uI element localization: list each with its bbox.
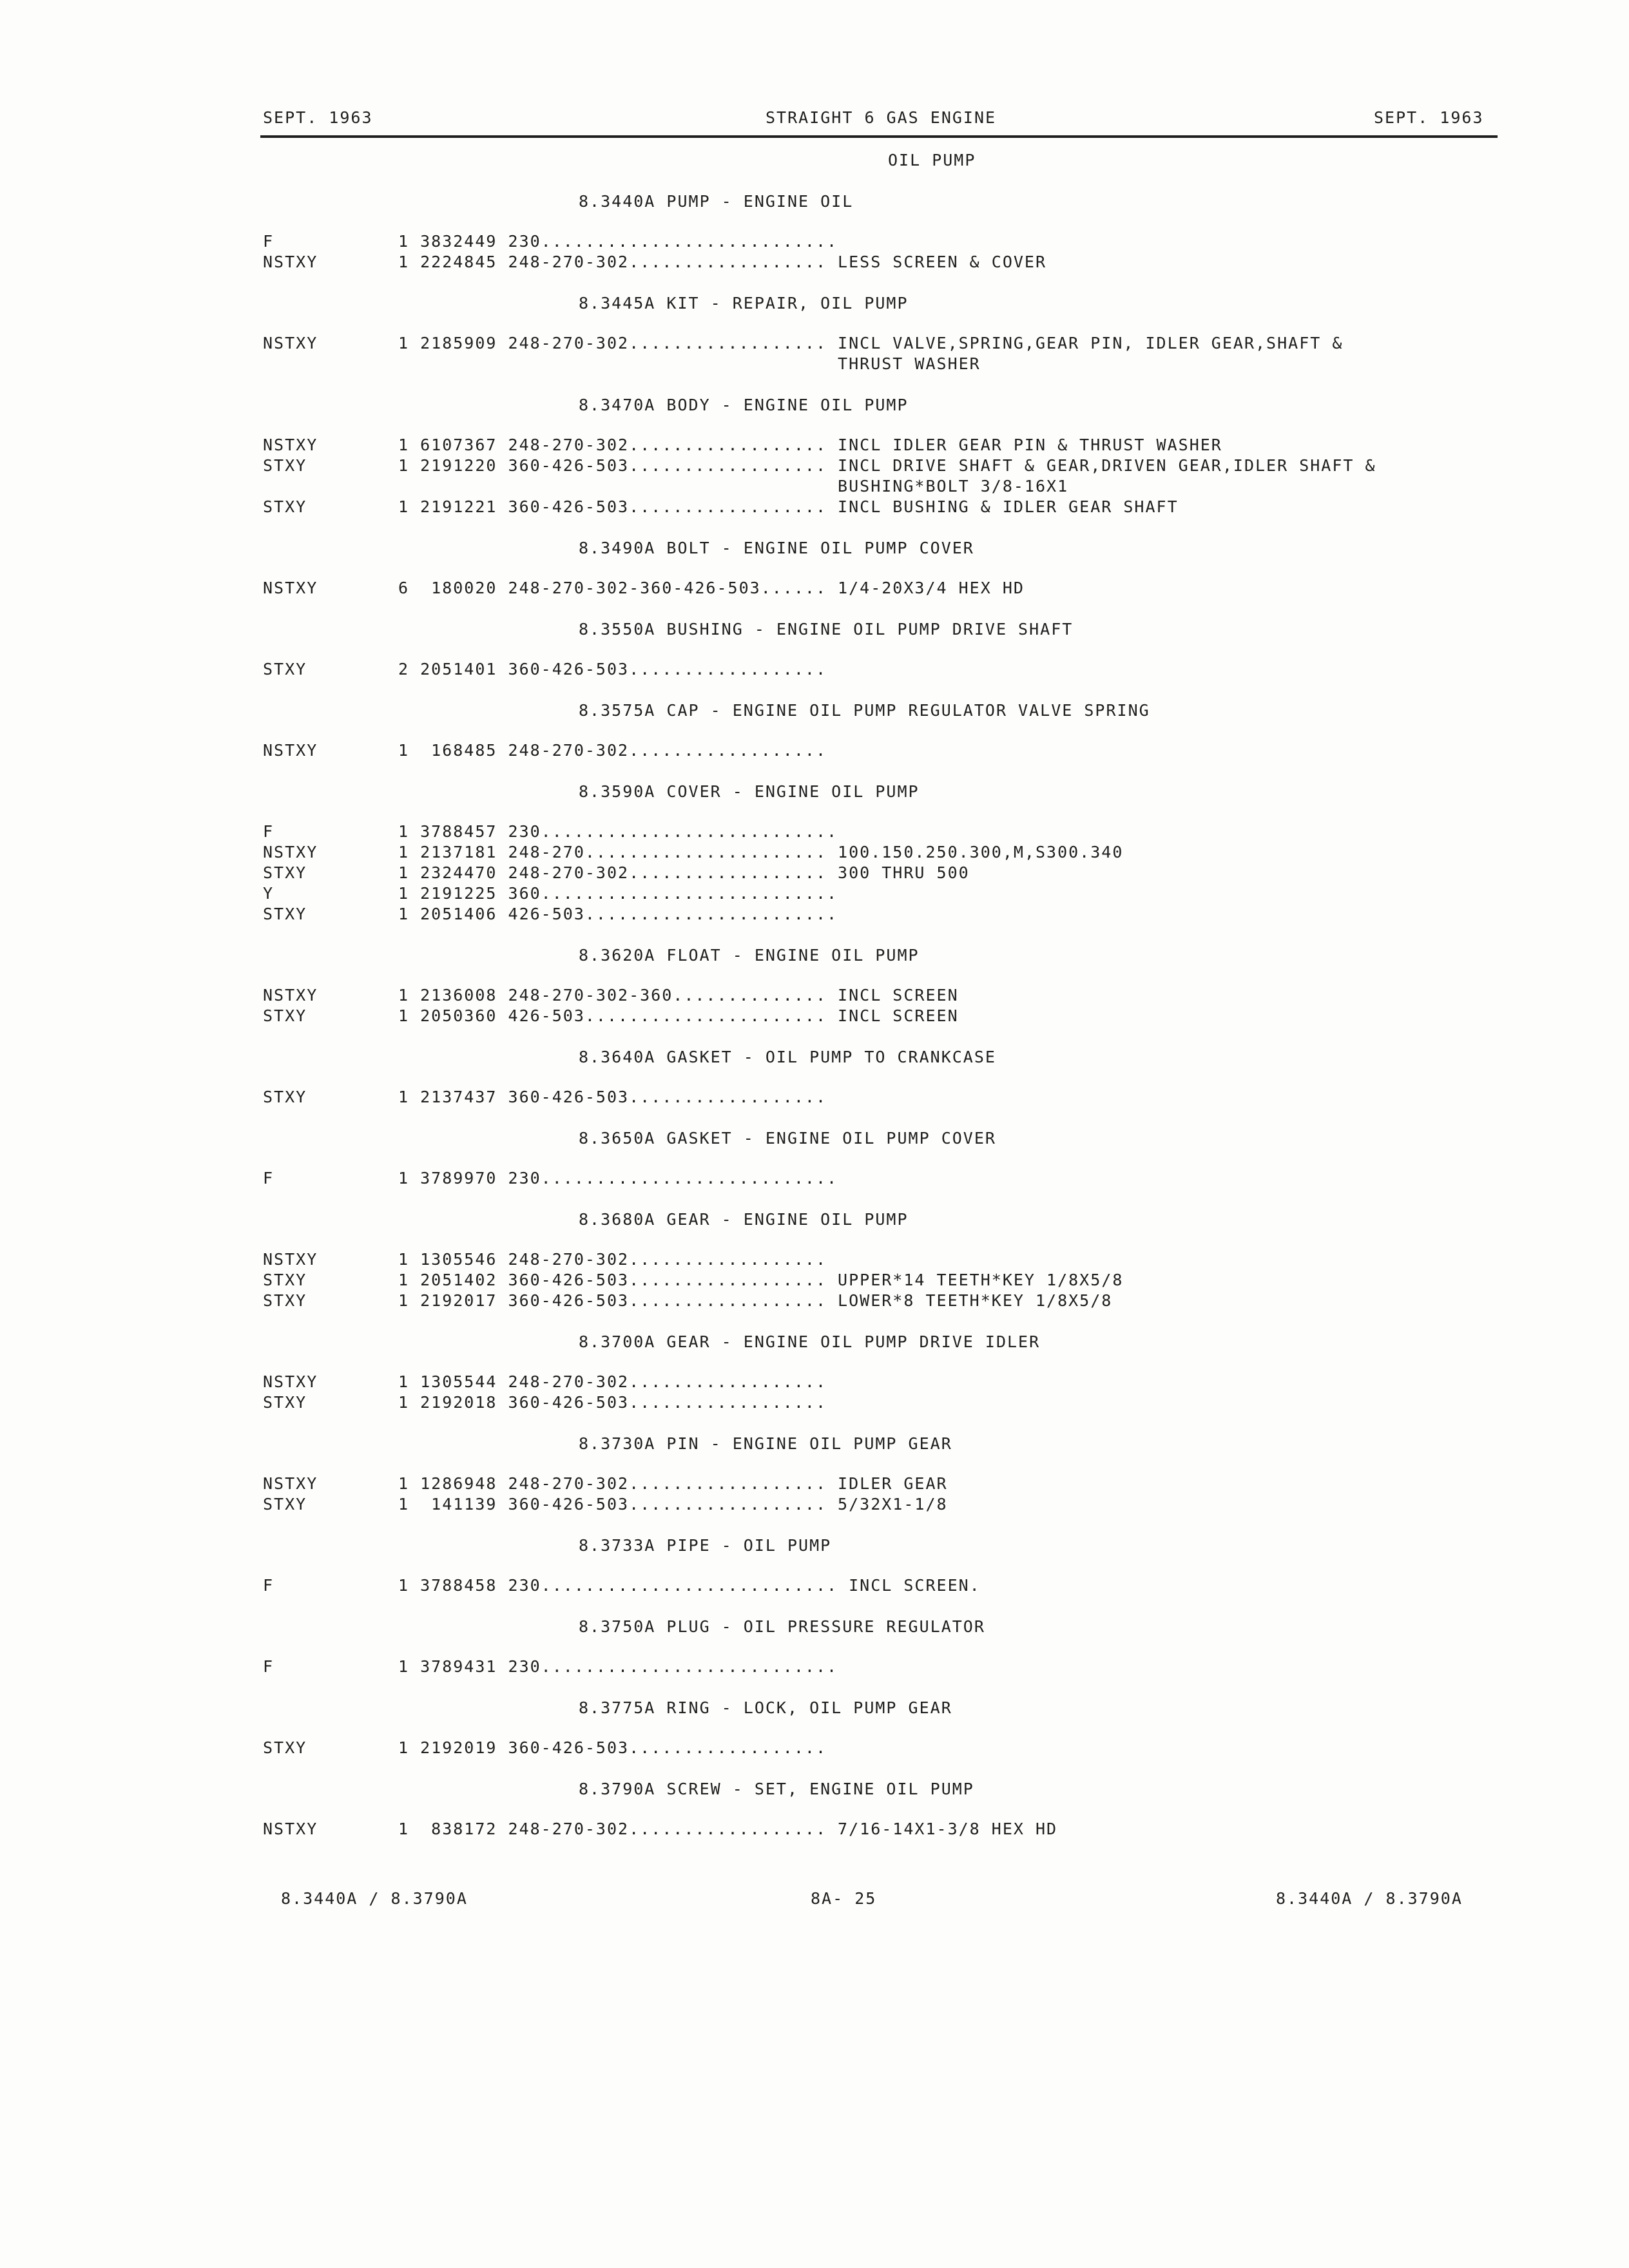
part-entry: 1 2192017 360-426-503.................. LOWER*8 TEETH*KEY 1/8X5/8 (398, 1291, 1113, 1310)
model-code: STXY (263, 497, 307, 516)
part-group-heading (0, 1128, 1629, 1168)
part-group-heading-text: 8.3440A PUMP - ENGINE OIL (579, 192, 854, 211)
model-code: F (263, 1169, 275, 1187)
part-row (0, 1249, 1629, 1270)
part-entry: 1 1286948 248-270-302.................. IDLER GEAR (398, 1474, 948, 1493)
header-date-right: SEPT. 1963 (1374, 108, 1484, 127)
model-code: NSTXY (263, 253, 318, 271)
part-entry: THRUST WASHER (398, 354, 981, 373)
part-entry: 1 3832449 230........................... (398, 232, 838, 251)
part-entry: 1 2191221 360-426-503.................. INCL BUSHING & IDLER GEAR SHAFT (398, 497, 1179, 516)
part-entry: 2 2051401 360-426-503.................. (398, 660, 827, 678)
part-group (0, 1698, 1629, 1779)
part-row (0, 1657, 1629, 1677)
part-group-heading-text: 8.3445A KIT - REPAIR, OIL PUMP (579, 294, 909, 312)
part-entry: 1 2191220 360-426-503.................. INCL DRIVE SHAFT & GEAR,DRIVEN GEAR,IDLER SHAFT & (398, 456, 1376, 475)
part-group-heading-text: 8.3750A PLUG - OIL PRESSURE REGULATOR (579, 1617, 985, 1636)
model-code: STXY (263, 1271, 307, 1289)
part-entry: 1 838172 248-270-302.................. 7/16-14X1-3/8 HEX HD (398, 1820, 1058, 1838)
part-group (0, 1128, 1629, 1209)
model-code: NSTXY (263, 843, 318, 861)
model-code: STXY (263, 863, 307, 882)
header-date-left: SEPT. 1963 (263, 108, 373, 127)
model-code: NSTXY (263, 436, 318, 454)
part-entry: 1 3788457 230........................... (398, 822, 838, 841)
model-code: STXY (263, 1291, 307, 1310)
part-row (0, 354, 1629, 374)
model-code: NSTXY (263, 986, 318, 1004)
part-group-heading-text: 8.3550A BUSHING - ENGINE OIL PUMP DRIVE SHAFT (579, 620, 1074, 639)
part-group-heading (0, 293, 1629, 333)
model-code: F (263, 1657, 275, 1676)
part-group-heading-text: 8.3700A GEAR - ENGINE OIL PUMP DRIVE IDLER (579, 1332, 1041, 1351)
model-code: STXY (263, 1006, 307, 1025)
model-code: F (263, 232, 275, 251)
part-group (0, 1617, 1629, 1698)
part-group-heading (0, 1332, 1629, 1372)
part-row (0, 231, 1629, 252)
part-entry: 1 2185909 248-270-302.................. INCL VALVE,SPRING,GEAR PIN, IDLER GEAR,SHAFT & (398, 334, 1344, 352)
part-group (0, 1535, 1629, 1617)
part-group (0, 1047, 1629, 1128)
part-entry: BUSHING*BOLT 3/8-16X1 (398, 477, 1069, 495)
part-group (0, 191, 1629, 293)
part-group (0, 782, 1629, 945)
part-entry: 1 2224845 248-270-302.................. LESS SCREEN & COVER (398, 253, 1047, 271)
part-group-heading-text: 8.3775A RING - LOCK, OIL PUMP GEAR (579, 1698, 952, 1717)
part-row (0, 863, 1629, 883)
part-entry: 1 2137437 360-426-503.................. (398, 1088, 827, 1106)
part-row (0, 1392, 1629, 1413)
part-entry: 1 3789431 230........................... (398, 1657, 838, 1676)
part-group-heading (0, 395, 1629, 435)
part-row (0, 1372, 1629, 1392)
model-code: STXY (263, 456, 307, 475)
part-row (0, 1270, 1629, 1291)
model-code: STXY (263, 1088, 307, 1106)
footer-page-number: 8A- 25 (811, 1889, 877, 1908)
part-entry: 1 2051402 360-426-503.................. UPPER*14 TEETH*KEY 1/8X5/8 (398, 1271, 1124, 1289)
part-group-heading (0, 1434, 1629, 1474)
part-group-heading (0, 1209, 1629, 1249)
part-row (0, 1575, 1629, 1596)
part-entry: 6 180020 248-270-302-360-426-503...... 1/4-20X3/4 HEX HD (398, 579, 1025, 597)
part-group-heading (0, 945, 1629, 985)
part-group-heading (0, 619, 1629, 659)
part-row (0, 1168, 1629, 1189)
part-row (0, 456, 1629, 476)
part-group (0, 293, 1629, 395)
model-code: NSTXY (263, 741, 318, 760)
footer-range-left: 8.3440A / 8.3790A (281, 1889, 468, 1908)
part-group-heading-text: 8.3490A BOLT - ENGINE OIL PUMP COVER (579, 539, 974, 557)
part-group-heading-text: 8.3730A PIN - ENGINE OIL PUMP GEAR (579, 1434, 952, 1453)
part-entry: 1 3789970 230........................... (398, 1169, 838, 1187)
part-row (0, 1738, 1629, 1758)
part-row (0, 1819, 1629, 1840)
part-row (0, 740, 1629, 761)
part-row (0, 822, 1629, 842)
part-group-heading-text: 8.3620A FLOAT - ENGINE OIL PUMP (579, 946, 920, 965)
part-group-heading (0, 538, 1629, 578)
part-group (0, 538, 1629, 619)
part-entry: 1 168485 248-270-302.................. (398, 741, 827, 760)
part-entry: 1 2137181 248-270...................... 100.150.250.300,M,S300.340 (398, 843, 1124, 861)
header-rule (260, 135, 1498, 138)
part-entry: 1 2050360 426-503...................... INCL SCREEN (398, 1006, 959, 1025)
part-entry: 1 1305546 248-270-302.................. (398, 1250, 827, 1269)
model-code: STXY (263, 1495, 307, 1514)
part-group-heading-text: 8.3640A GASKET - OIL PUMP TO CRANKCASE (579, 1048, 996, 1066)
part-group-heading-text: 8.3650A GASKET - ENGINE OIL PUMP COVER (579, 1129, 996, 1148)
part-group-heading-text: 8.3733A PIPE - OIL PUMP (579, 1536, 832, 1555)
header-title: STRAIGHT 6 GAS ENGINE (766, 108, 997, 127)
part-entry: 1 1305544 248-270-302.................. (398, 1372, 827, 1391)
part-group-heading (0, 191, 1629, 231)
model-code: NSTXY (263, 1820, 318, 1838)
model-code: F (263, 822, 275, 841)
part-group-heading (0, 700, 1629, 740)
part-group-heading-text: 8.3470A BODY - ENGINE OIL PUMP (579, 396, 909, 414)
part-entry: 1 2192018 360-426-503.................. (398, 1393, 827, 1412)
model-code: NSTXY (263, 1474, 318, 1493)
part-entry: 1 141139 360-426-503.................. 5/32X1-1/8 (398, 1495, 948, 1514)
part-group-heading (0, 1779, 1629, 1819)
part-group-heading-text: 8.3590A COVER - ENGINE OIL PUMP (579, 782, 920, 801)
part-row (0, 842, 1629, 863)
part-group (0, 700, 1629, 782)
part-row (0, 904, 1629, 925)
part-group-heading (0, 1535, 1629, 1575)
part-entry: 1 2192019 360-426-503.................. (398, 1738, 827, 1757)
part-group-heading-text: 8.3680A GEAR - ENGINE OIL PUMP (579, 1210, 909, 1229)
part-row (0, 1474, 1629, 1494)
model-code: NSTXY (263, 579, 318, 597)
part-entry: 1 6107367 248-270-302.................. INCL IDLER GEAR PIN & THRUST WASHER (398, 436, 1222, 454)
part-group-heading-text: 8.3790A SCREW - SET, ENGINE OIL PUMP (579, 1780, 974, 1798)
part-row (0, 1006, 1629, 1026)
part-group-heading (0, 1698, 1629, 1738)
footer-range-right: 8.3440A / 8.3790A (1276, 1889, 1463, 1908)
section-title: OIL PUMP (888, 151, 976, 169)
part-group (0, 1434, 1629, 1535)
part-entry: 1 2136008 248-270-302-360.............. INCL SCREEN (398, 986, 959, 1004)
model-code: NSTXY (263, 1372, 318, 1391)
model-code: STXY (263, 905, 307, 923)
part-row (0, 1087, 1629, 1108)
part-row (0, 1291, 1629, 1311)
model-code: STXY (263, 1738, 307, 1757)
part-row (0, 333, 1629, 354)
model-code: Y (263, 884, 275, 903)
part-entry: 1 2051406 426-503....................... (398, 905, 838, 923)
part-group (0, 1779, 1629, 1860)
part-group (0, 395, 1629, 538)
part-group (0, 1209, 1629, 1332)
part-entry: 1 3788458 230........................... INCL SCREEN. (398, 1576, 981, 1595)
part-row (0, 252, 1629, 273)
part-group (0, 619, 1629, 700)
part-row (0, 497, 1629, 517)
part-group-heading (0, 1047, 1629, 1087)
model-code: STXY (263, 1393, 307, 1412)
part-group-heading (0, 1617, 1629, 1657)
part-entry: 1 2324470 248-270-302.................. 300 THRU 500 (398, 863, 970, 882)
part-entry: 1 2191225 360........................... (398, 884, 838, 903)
part-group-heading (0, 782, 1629, 822)
part-row (0, 578, 1629, 599)
model-code: NSTXY (263, 1250, 318, 1269)
model-code: F (263, 1576, 275, 1595)
part-row (0, 985, 1629, 1006)
model-code: STXY (263, 660, 307, 678)
part-row (0, 883, 1629, 904)
part-row (0, 435, 1629, 456)
part-group (0, 1332, 1629, 1434)
part-row (0, 1494, 1629, 1515)
part-row (0, 659, 1629, 680)
part-row (0, 476, 1629, 497)
part-group-heading-text: 8.3575A CAP - ENGINE OIL PUMP REGULATOR VALVE SPRING (579, 701, 1150, 720)
part-group (0, 945, 1629, 1047)
parts-list (0, 191, 1629, 1860)
model-code: NSTXY (263, 334, 318, 352)
